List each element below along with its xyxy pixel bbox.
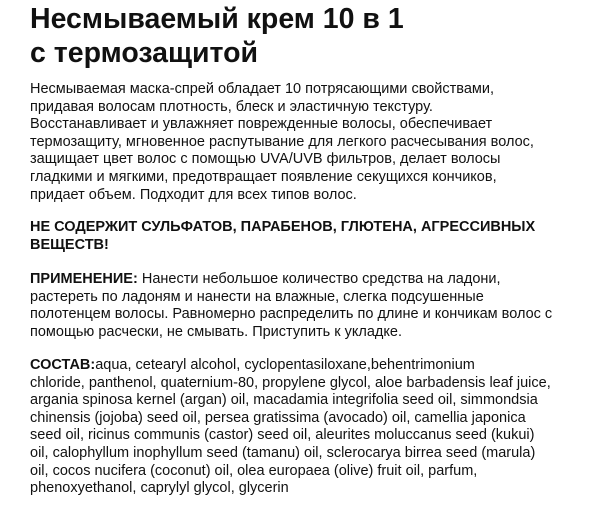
composition-label: СОСТАВ: [30, 357, 96, 373]
usage-text: Нанести небольшое количество средства на ладони, [137, 271, 501, 287]
usage-label: ПРИМЕНЕНИЕ: [30, 271, 138, 287]
description-line: придавая волосам плотность, блеск и эластичную текстуру. [30, 98, 433, 115]
composition-line: oil, cocos nucifera (coconut) oil, olea europaea (olive) fruit oil, parfum, [30, 462, 478, 479]
warning-line: НЕ СОДЕРЖИТ СУЛЬФАТОВ, ПАРАБЕНОВ, ГЛЮТЕНА, АГРЕССИВНЫХ [30, 219, 536, 235]
usage-line: растереть по ладоням и нанести на влажные, слегка подсушенные [30, 288, 484, 305]
description-line: Несмываемая маска-спрей обладает 10 потрясающими свойствами, [30, 81, 494, 97]
description-line: защищает цвет волос с помощью UVA/UVB фильтров, делает волосы [30, 151, 501, 168]
free-from-warning [30, 219, 595, 254]
warning-line: ВЕЩЕСТВ! [30, 236, 109, 253]
composition-line: phenoxyethanol, caprylyl glycol, glycerin [30, 480, 289, 497]
composition-line: chloride, panthenol, quaternium-80, propylene glycol, aloe barbadensis leaf juice, [30, 374, 551, 391]
product-title [30, 2, 590, 70]
composition-text: aqua, cetearyl alcohol, cyclopentasiloxane,behentrimonium [95, 357, 475, 373]
title-line-1: Несмываемый крем 10 в 1 [30, 3, 404, 35]
description-paragraph [30, 81, 595, 204]
usage-line: полотенцем волосы. Равномерно распределить по длине и кончикам волос с [30, 306, 553, 323]
composition-first-line [30, 357, 595, 375]
composition-paragraph [30, 357, 595, 498]
composition-line: argania spinosa kernel (argan) oil, macadamia integrifolia seed oil, simmondsia [30, 392, 538, 409]
title-line-2: с термозащитой [30, 37, 259, 69]
composition-line: oil, calophyllum inophyllum seed (tamanu) oil, sclerocarya birrea seed (marula) [30, 444, 536, 461]
description-line: термозащиту, мгновенное распутывание для легкого расчесывания волос, [30, 133, 534, 150]
description-line: Восстанавливает и увлажняет поврежденные волосы, обеспечивает [30, 116, 493, 133]
composition-line: seed oil, ricinus communis (castor) seed oil, aleurites moluccanus seed (kukui) [30, 427, 535, 444]
description-line: придает объем. Подходит для всех типов волос. [30, 186, 357, 203]
usage-paragraph [30, 271, 595, 341]
usage-line: помощью расчески, не смывать. Приступить к укладке. [30, 323, 402, 340]
composition-line: chinensis (jojoba) seed oil, persea gratissima (avocado) oil, camellia japonica [30, 409, 526, 426]
description-line: гладкими и мягкими, предотвращает появление секущихся кончиков, [30, 168, 497, 185]
usage-first-line [30, 271, 595, 289]
